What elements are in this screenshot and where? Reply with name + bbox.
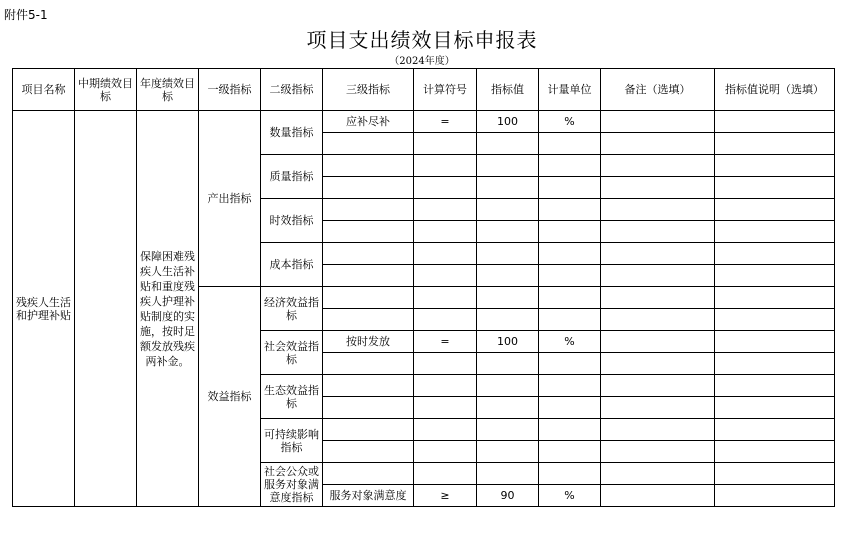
level2-economic-cell: 经济效益指标	[261, 287, 323, 331]
empty-cell	[323, 221, 414, 243]
empty-cell	[715, 309, 835, 331]
empty-cell	[601, 375, 715, 397]
empty-cell	[414, 243, 477, 265]
social-value-cell: 100	[477, 331, 539, 353]
remark-cell	[601, 111, 715, 133]
empty-cell	[539, 221, 601, 243]
satisfaction-symbol-cell: ≥	[414, 485, 477, 507]
header-annual-goal: 年度绩效目标	[137, 69, 199, 111]
performance-target-table	[12, 68, 835, 507]
project-name-cell: 残疾人生活和护理补贴	[13, 111, 75, 507]
level2-quantity-cell: 数量指标	[261, 111, 323, 155]
empty-cell	[477, 177, 539, 199]
empty-cell	[601, 353, 715, 375]
empty-cell	[539, 397, 601, 419]
empty-cell	[601, 463, 715, 485]
empty-cell	[477, 397, 539, 419]
empty-cell	[477, 375, 539, 397]
empty-cell	[539, 375, 601, 397]
empty-cell	[323, 199, 414, 221]
quantity-value-cell: 100	[477, 111, 539, 133]
empty-cell	[601, 177, 715, 199]
level2-ecological-cell: 生态效益指标	[261, 375, 323, 419]
empty-cell	[414, 155, 477, 177]
empty-cell	[323, 441, 414, 463]
social-unit-cell: %	[539, 331, 601, 353]
empty-cell	[414, 309, 477, 331]
header-mid-term-goal: 中期绩效目标	[75, 69, 137, 111]
page-title: 项目支出绩效目标申报表	[306, 28, 538, 52]
empty-cell	[477, 265, 539, 287]
header-row	[13, 69, 835, 111]
empty-cell	[323, 265, 414, 287]
empty-cell	[539, 287, 601, 309]
empty-cell	[715, 243, 835, 265]
empty-cell	[323, 419, 414, 441]
empty-cell	[715, 177, 835, 199]
empty-cell	[539, 265, 601, 287]
empty-cell	[715, 265, 835, 287]
empty-cell	[323, 309, 414, 331]
empty-cell	[414, 353, 477, 375]
empty-cell	[323, 353, 414, 375]
empty-cell	[477, 199, 539, 221]
empty-cell	[539, 419, 601, 441]
empty-cell	[414, 133, 477, 155]
empty-cell	[539, 199, 601, 221]
level2-satisfaction-cell: 社会公众或服务对象满意度指标	[261, 463, 323, 507]
quantity-indicator-cell: 应补尽补	[323, 111, 414, 133]
empty-cell	[539, 441, 601, 463]
header-level1: 一级指标	[199, 69, 261, 111]
annual-goal-cell: 保障困难残疾人生活补贴和重度残疾人护理补贴制度的实施，按时足额发放残疾两补金。	[137, 111, 199, 507]
empty-cell	[601, 155, 715, 177]
level1-output-cell: 产出指标	[199, 111, 261, 287]
empty-cell	[414, 265, 477, 287]
header-level2: 二级指标	[261, 69, 323, 111]
social-indicator-cell: 按时发放	[323, 331, 414, 353]
empty-cell	[601, 419, 715, 441]
empty-cell	[601, 441, 715, 463]
empty-cell	[477, 463, 539, 485]
empty-cell	[414, 419, 477, 441]
empty-cell	[601, 265, 715, 287]
empty-cell	[539, 155, 601, 177]
page-subtitle: （2024年度）	[389, 56, 455, 67]
header-unit: 计量单位	[539, 69, 601, 111]
empty-cell	[477, 243, 539, 265]
empty-cell	[539, 177, 601, 199]
empty-cell	[414, 287, 477, 309]
empty-cell	[323, 397, 414, 419]
level2-social-cell: 社会效益指标	[261, 331, 323, 375]
empty-cell	[414, 177, 477, 199]
empty-cell	[715, 287, 835, 309]
empty-cell	[323, 177, 414, 199]
empty-cell	[715, 375, 835, 397]
empty-cell	[715, 397, 835, 419]
empty-cell	[477, 309, 539, 331]
value-note-cell	[715, 331, 835, 353]
empty-cell	[715, 155, 835, 177]
satisfaction-unit-cell: %	[539, 485, 601, 507]
remark-cell	[601, 485, 715, 507]
empty-cell	[477, 419, 539, 441]
level1-benefit-cell: 效益指标	[199, 287, 261, 507]
empty-cell	[601, 221, 715, 243]
empty-cell	[323, 375, 414, 397]
empty-cell	[477, 287, 539, 309]
level2-timeliness-cell: 时效指标	[261, 199, 323, 243]
satisfaction-indicator-cell: 服务对象满意度	[323, 485, 414, 507]
empty-cell	[477, 353, 539, 375]
empty-cell	[601, 133, 715, 155]
empty-cell	[477, 133, 539, 155]
level2-quality-cell: 质量指标	[261, 155, 323, 199]
header-remark: 备注（选填）	[601, 69, 715, 111]
empty-cell	[601, 397, 715, 419]
empty-cell	[715, 463, 835, 485]
header-value: 指标值	[477, 69, 539, 111]
empty-cell	[715, 199, 835, 221]
empty-cell	[601, 199, 715, 221]
empty-cell	[601, 287, 715, 309]
empty-cell	[715, 353, 835, 375]
level2-cost-cell: 成本指标	[261, 243, 323, 287]
empty-cell	[715, 419, 835, 441]
header-value-note: 指标值说明（选填）	[715, 69, 835, 111]
empty-cell	[539, 309, 601, 331]
header-project-name: 项目名称	[13, 69, 75, 111]
empty-cell	[539, 463, 601, 485]
empty-cell	[601, 309, 715, 331]
empty-cell	[414, 397, 477, 419]
empty-cell	[323, 243, 414, 265]
empty-cell	[414, 441, 477, 463]
empty-cell	[477, 155, 539, 177]
empty-cell	[539, 353, 601, 375]
empty-cell	[323, 155, 414, 177]
empty-cell	[414, 199, 477, 221]
table-row	[13, 111, 835, 133]
header-symbol: 计算符号	[414, 69, 477, 111]
empty-cell	[414, 463, 477, 485]
remark-cell	[601, 331, 715, 353]
social-symbol-cell: =	[414, 331, 477, 353]
empty-cell	[414, 221, 477, 243]
empty-cell	[539, 133, 601, 155]
value-note-cell	[715, 111, 835, 133]
attachment-label: 附件5-1	[4, 8, 48, 22]
empty-cell	[323, 287, 414, 309]
empty-cell	[715, 441, 835, 463]
empty-cell	[715, 221, 835, 243]
empty-cell	[601, 243, 715, 265]
satisfaction-value-cell: 90	[477, 485, 539, 507]
empty-cell	[715, 133, 835, 155]
empty-cell	[477, 441, 539, 463]
header-level3: 三级指标	[323, 69, 414, 111]
empty-cell	[323, 463, 414, 485]
empty-cell	[539, 243, 601, 265]
value-note-cell	[715, 485, 835, 507]
quantity-symbol-cell: =	[414, 111, 477, 133]
empty-cell	[414, 375, 477, 397]
empty-cell	[323, 133, 414, 155]
mid-term-goal-cell	[75, 111, 137, 507]
empty-cell	[477, 221, 539, 243]
quantity-unit-cell: %	[539, 111, 601, 133]
level2-sustainable-cell: 可持续影响指标	[261, 419, 323, 463]
